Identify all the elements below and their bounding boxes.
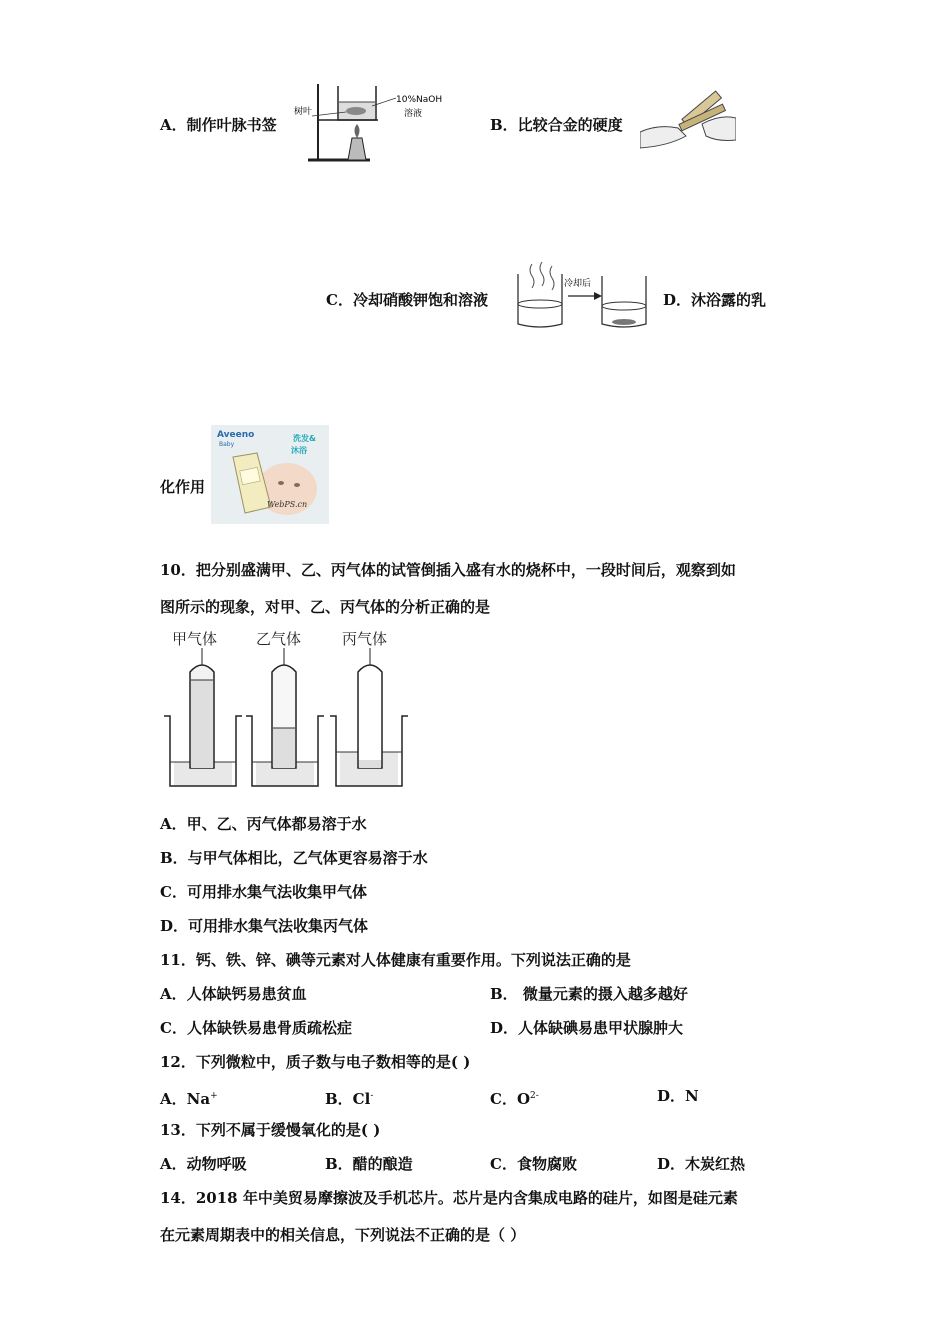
gas-label-bing: 丙气体 bbox=[342, 630, 388, 648]
q13-option-c: C．食物腐败 bbox=[490, 1155, 577, 1173]
q9-option-a: A．制作叶脉书签 bbox=[160, 116, 277, 134]
q10-stem-line1: 10．把分别盛满甲、乙、丙气体的试管倒插入盛有水的烧杯中，一段时间后，观察到如 bbox=[160, 561, 736, 579]
q11-option-c: C．人体缺铁易患骨质疏松症 bbox=[160, 1019, 352, 1037]
superscript-minus: - bbox=[370, 1091, 374, 1101]
q11-option-d: D．人体缺碘易患甲状腺肿大 bbox=[490, 1019, 684, 1037]
q12-option-d: D．N bbox=[657, 1087, 699, 1105]
label-naoh: 10%NaOH bbox=[396, 95, 443, 105]
q10-option-a: A．甲、乙、丙气体都易溶于水 bbox=[160, 815, 367, 833]
body-wash-product-figure bbox=[211, 425, 329, 524]
q13-stem: 13．下列不属于缓慢氧化的是( ) bbox=[160, 1121, 381, 1139]
label-solution: 溶液 bbox=[404, 109, 423, 119]
q9-option-d: D．沐浴露的乳 bbox=[663, 291, 767, 309]
gas-tubes-figure bbox=[160, 628, 410, 794]
brand-text: Aveeno bbox=[217, 430, 255, 440]
q12-option-a: A．Na+ bbox=[160, 1090, 218, 1108]
q10-option-c: C．可用排水集气法收集甲气体 bbox=[160, 883, 367, 901]
q11-stem: 11．钙、铁、锌、碘等元素对人体健康有重要作用。下列说法正确的是 bbox=[160, 951, 631, 969]
q12-option-c: C．$O^{2-}$ bbox=[490, 1090, 539, 1108]
q14-stem-line2: 在元素周期表中的相关信息，下列说法不正确的是（ ） bbox=[160, 1226, 526, 1244]
label-leaf: 树叶 bbox=[294, 107, 313, 117]
q13-option-d: D．木炭红热 bbox=[657, 1155, 746, 1173]
q10-option-d: D．可用排水集气法收集丙气体 bbox=[160, 917, 369, 935]
gas-label-yi: 乙气体 bbox=[256, 630, 302, 648]
q9-option-c: C．冷却硝酸钾饱和溶液 bbox=[326, 291, 488, 309]
q10-option-b: B．与甲气体相比，乙气体更容易溶于水 bbox=[160, 849, 428, 867]
cooling-beakers-figure bbox=[512, 260, 652, 332]
q13-option-b: B．醋的酿造 bbox=[325, 1155, 413, 1173]
q11-option-b: B． 微量元素的摄入越多越好 bbox=[490, 985, 688, 1003]
watermark-site: WebPS.cn bbox=[267, 500, 308, 509]
beaker-bing bbox=[330, 665, 408, 786]
superscript-plus: + bbox=[210, 1091, 218, 1101]
q9-option-b: B．比较合金的硬度 bbox=[490, 116, 623, 134]
superscript-2minus: 2- bbox=[530, 1091, 539, 1101]
tag-text-2: 沐浴 bbox=[291, 446, 307, 455]
gas-label-jia: 甲气体 bbox=[172, 630, 218, 648]
alloy-hardness-figure bbox=[640, 84, 736, 156]
leaf-vein-apparatus-figure bbox=[292, 76, 454, 166]
q13-option-a: A．动物呼吸 bbox=[160, 1155, 247, 1173]
q12-option-b: B．Cl- bbox=[325, 1090, 374, 1108]
tag-text-1: 洗发& bbox=[293, 434, 316, 443]
q9-option-d-continued: 化作用 bbox=[160, 478, 206, 496]
beaker-jia bbox=[164, 665, 242, 786]
q11-option-a: A．人体缺钙易患贫血 bbox=[160, 985, 307, 1003]
beaker-yi bbox=[246, 665, 324, 786]
label-after-cooling: 冷却后 bbox=[564, 279, 592, 289]
brand-sub-text: Baby bbox=[219, 441, 235, 448]
q12-stem: 12．下列微粒中，质子数与电子数相等的是( ) bbox=[160, 1053, 471, 1071]
q14-stem-line1: 14．2018 年中美贸易摩擦波及手机芯片。芯片是内含集成电路的硅片，如图是硅元素 bbox=[160, 1189, 738, 1207]
q10-stem-line2: 图所示的现象，对甲、乙、丙气体的分析正确的是 bbox=[160, 598, 491, 616]
